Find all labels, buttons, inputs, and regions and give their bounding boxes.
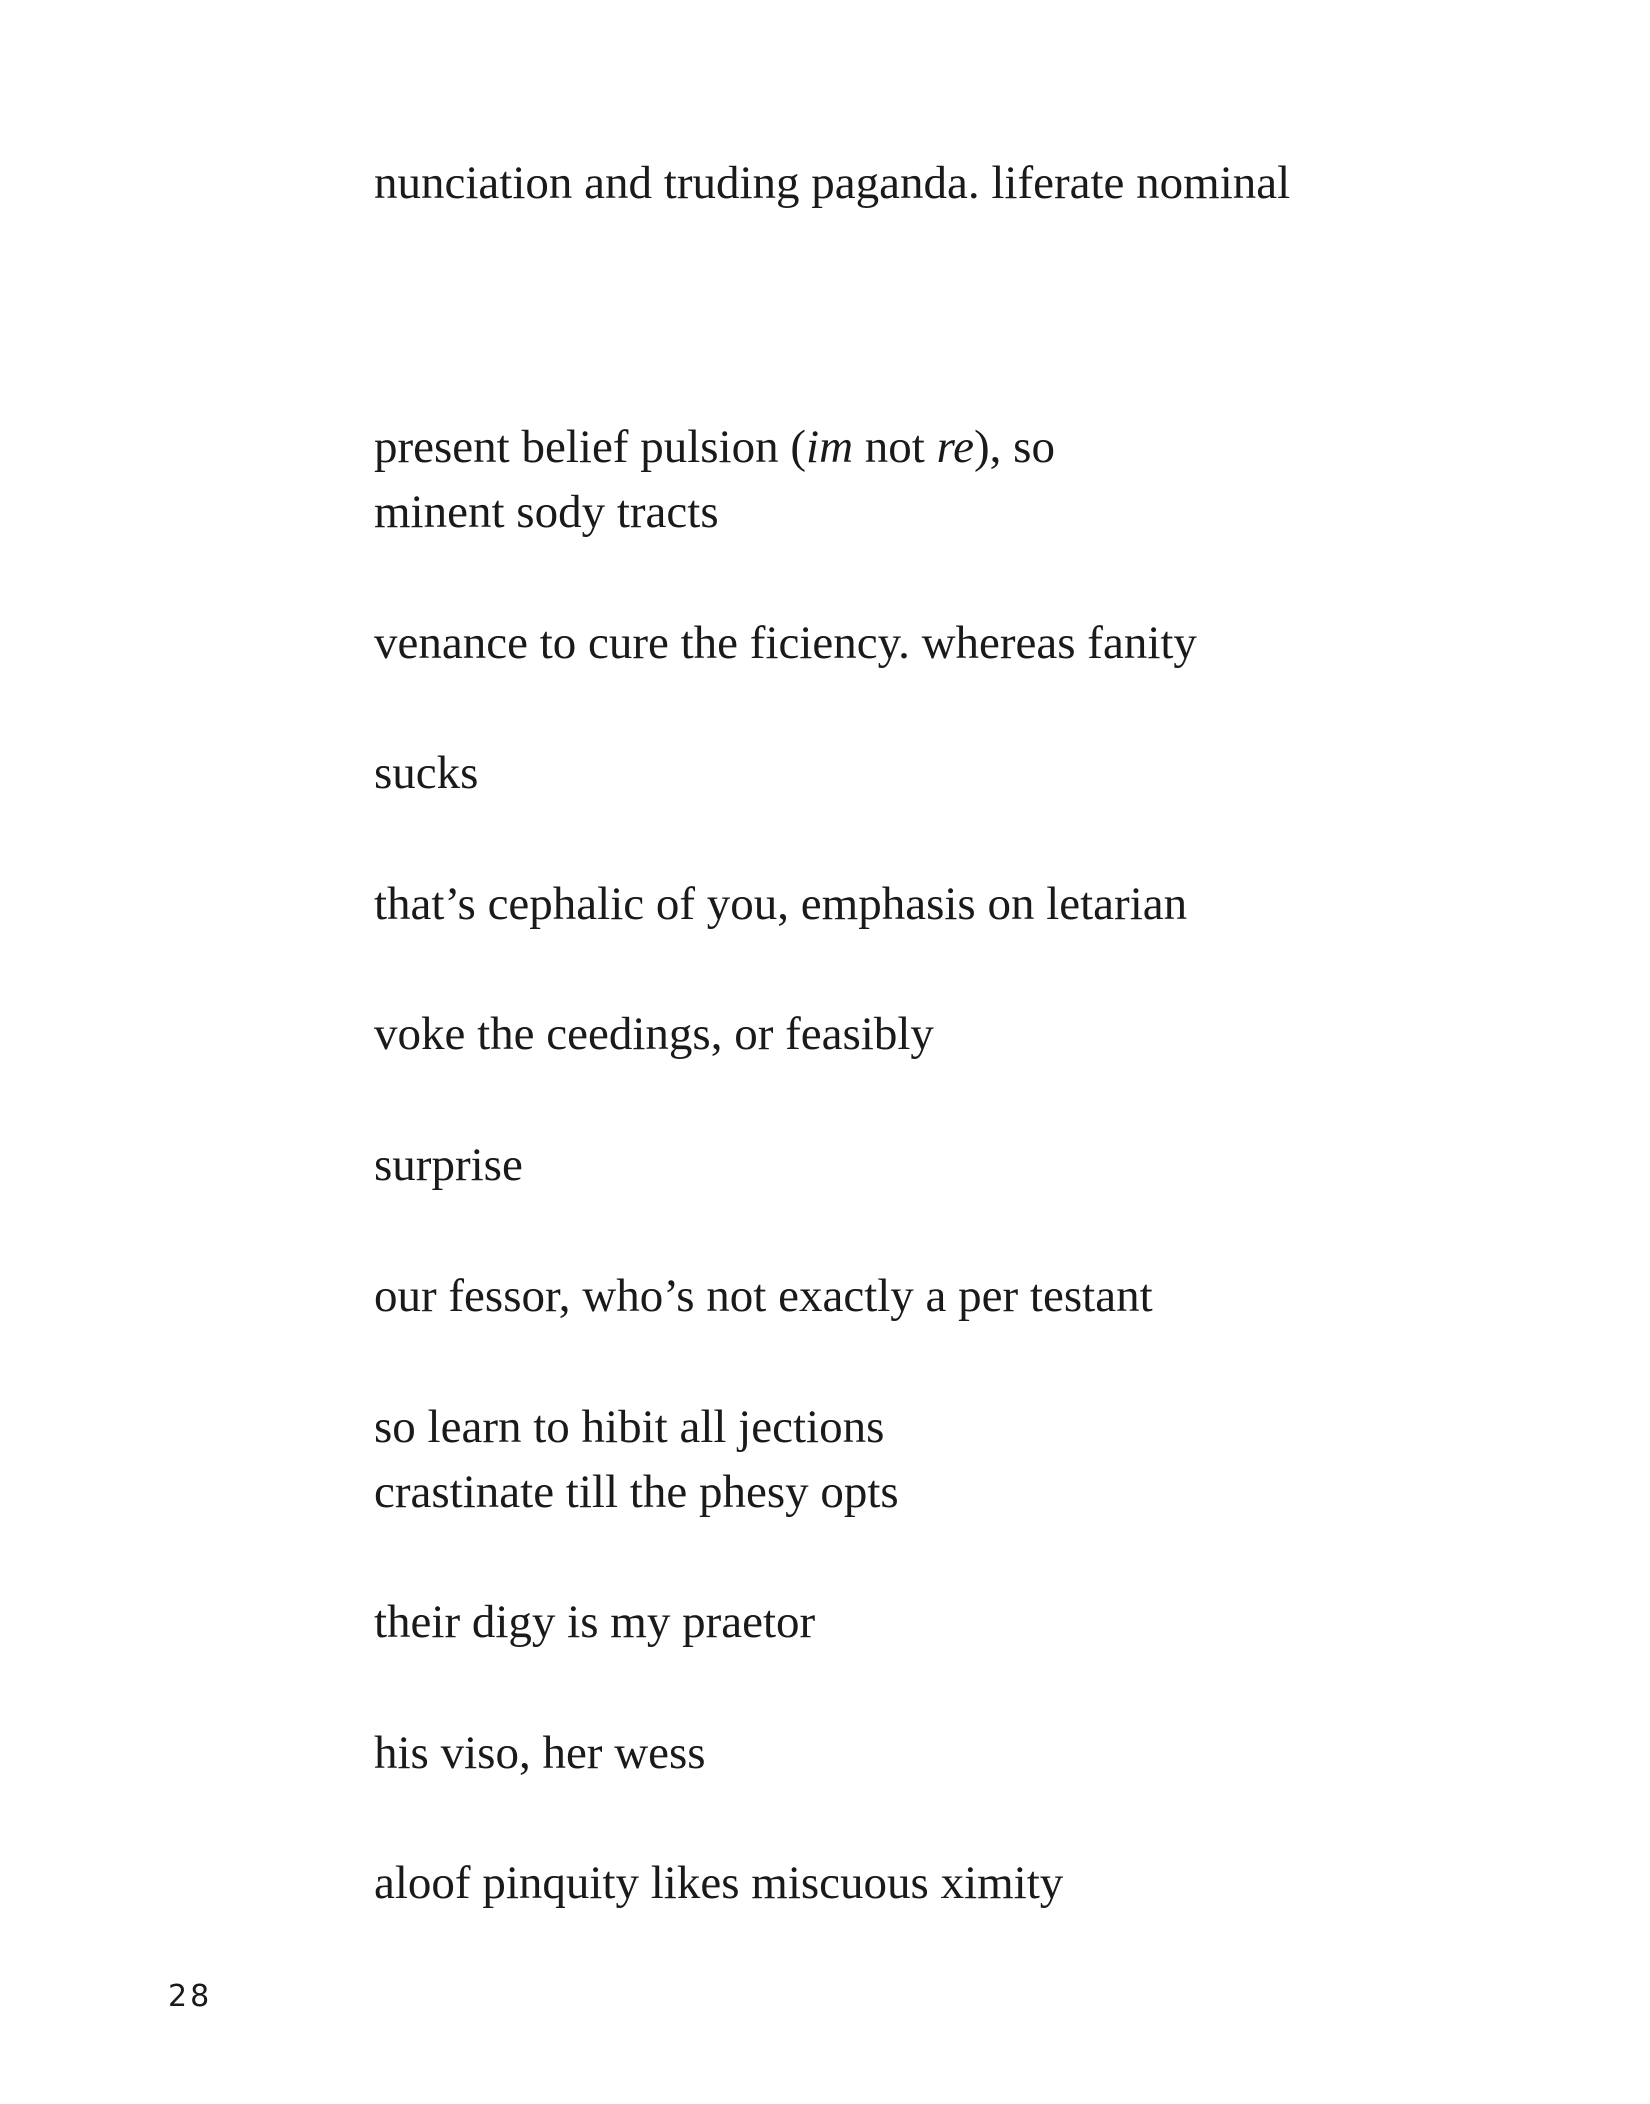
poem-line-3: minent sody tracts [374,486,719,538]
poem-line-4: venance to cure the ficiency. whereas fanity [374,617,1197,669]
poem-line-6: that’s cephalic of you, emphasis on letarian [374,878,1188,930]
poem-line-10: so learn to hibit all jections [374,1401,885,1453]
page-number: 28 [168,1979,213,2014]
poem-line-2-italic-re: re [936,421,975,473]
poem-line-9: our fessor, who’s not exactly a per testant [374,1270,1153,1322]
poem-line-11: crastinate till the phesy opts [374,1466,899,1518]
poem-line-12: their digy is my praetor [374,1596,816,1648]
poem-line-2-part-3: ), so [974,421,1055,473]
poem-line-2 [374,421,1055,473]
poem-line-2-part-2: not [853,421,937,473]
poem-line-2-italic-im: im [806,421,854,473]
poem-line-1: nunciation and truding paganda. liferate nominal [374,157,1291,209]
poem-line-2-part-1: present belief pulsion ( [374,421,807,473]
poem-line-14: aloof pinquity likes miscuous ximity [374,1857,1064,1909]
poem-line-7: voke the ceedings, or feasibly [374,1008,934,1060]
poem-line-5: sucks [374,747,479,799]
poem-line-8: surprise [374,1139,523,1191]
poem-line-13: his viso, her wess [374,1727,706,1779]
